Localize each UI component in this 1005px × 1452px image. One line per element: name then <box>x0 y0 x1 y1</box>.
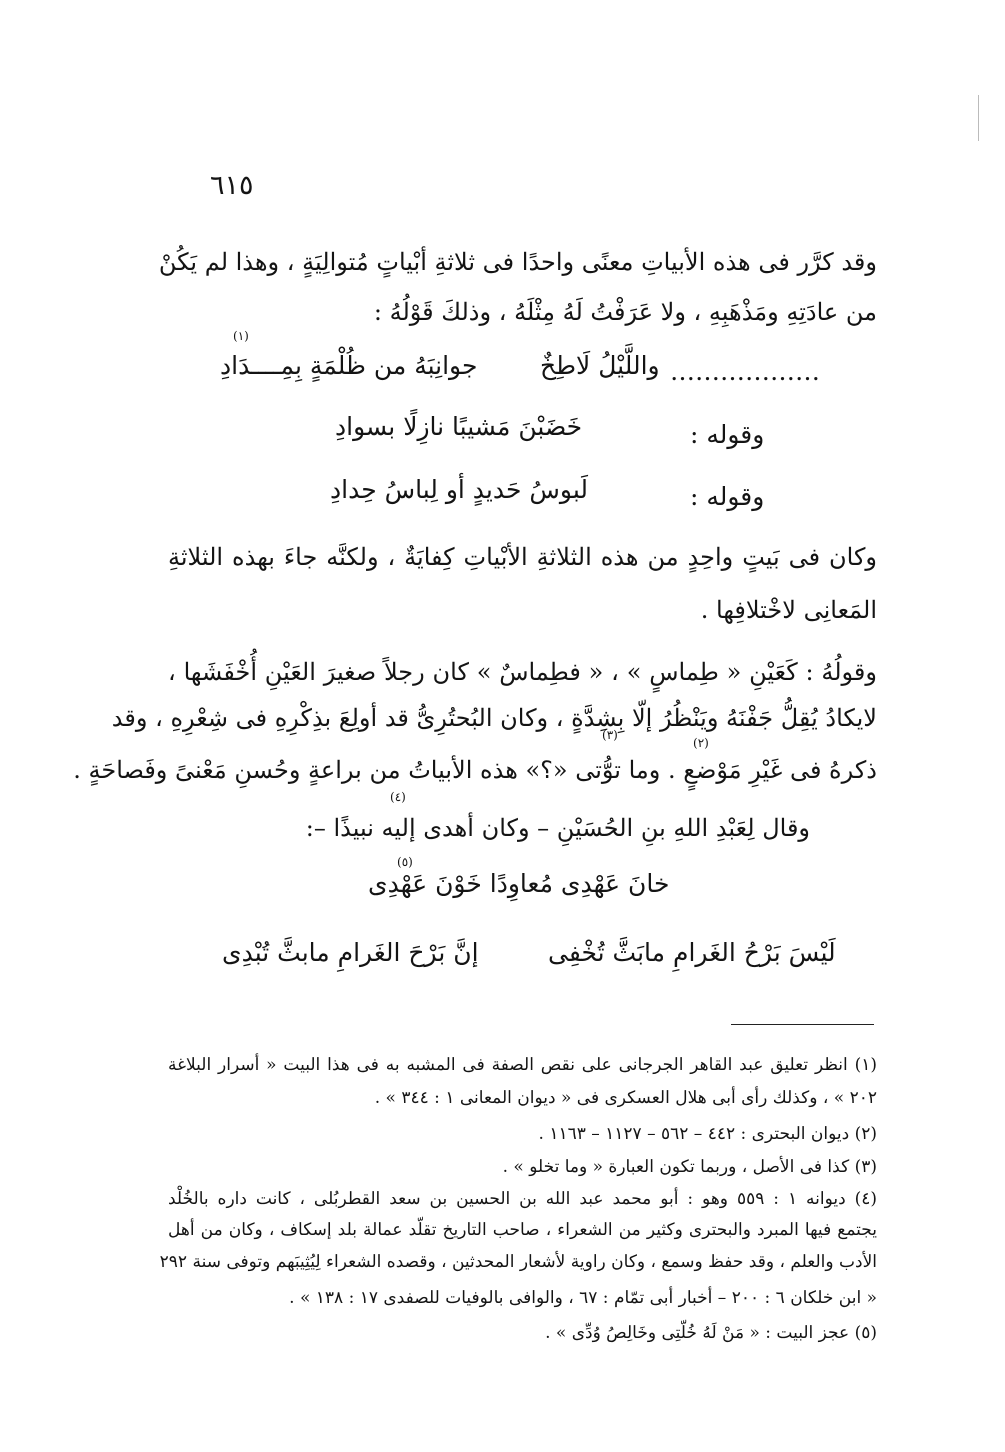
footnote-3: (٣) كذا فى الأصل ، وربما تكون العبارة « وما تخلو » . <box>502 1157 877 1177</box>
verse-2-label: وقوله : <box>690 420 765 449</box>
footnote-separator <box>731 1024 874 1025</box>
paragraph-2-line-1: وكان فى بَيتٍ واحِدٍ من هذه الثلاثةِ الأبْياتِ كِفايَةٌ ، ولكنَّه جاءَ بهذه الثلاثةِ <box>168 543 877 571</box>
verse-1-hemistich-b: جوانِبَهُ من ظُلْمَةٍ بِمِــــدَادِ <box>220 351 478 380</box>
paragraph-1-line-2: من عادَتِهِ ومَذْهَبِهِ ، ولا عَرَفْتُ لَهُ مِثْلَهُ ، وذلكَ قَوْلُهُ : <box>373 298 877 326</box>
verse-4-text: خانَ عَهْدِى مُعاوِدًا خَوْنَ عَهْدِى <box>368 869 670 898</box>
verse-5-hemistich-b: إنَّ بَرْحَ الغَرامِ مابثَّ تُبْدِى <box>222 938 479 967</box>
verse-2-text: خَضَبْنَ مَشيبًا نازِلًا بسوادِ <box>335 412 583 441</box>
footnote-mark-1: (١) <box>233 329 249 343</box>
footnote-2: (٢) ديوان البحترى : ٤٤٢ – ٥٦٢ – ١١٢٧ – ١١٦٣ . <box>538 1124 877 1144</box>
page-number: ٦١٥ <box>210 170 254 201</box>
footnote-mark-3: (٣) <box>602 728 618 742</box>
footnote-1-line-2: ٢٠٢ » ، وكذلك رأى أبى هلال العسكرى فى « ديوان المعانى ١ : ٣٤٤ » . <box>374 1088 877 1108</box>
paragraph-4: وقال لِعَبْدِ اللهِ بنِ الحُسَيْنِ – وكان أهدى إليه نبيذًا –: <box>305 814 810 842</box>
scan-edge-mark <box>978 95 979 141</box>
footnote-mark-2: (٢) <box>693 736 709 750</box>
footnote-4-line-4: « ابن خلكان ٦ : ٢٠٠ – أخبار أبى تمّام : ٦٧ ، والوافى بالوفيات للصفدى ١٧ : ١٣٨ » . <box>289 1288 877 1308</box>
footnote-mark-4: (٤) <box>390 790 406 804</box>
footnote-4-line-1: (٤) ديوانه ١ : ٥٥٩ وهو : أبو محمد عبد الله بن الحسين بن سعد القطربُلى ، كانت داره بالخُلْد <box>168 1189 878 1209</box>
verse-3-text: لَبوسُ حَديدٍ أو لِباسُ حِدادِ <box>330 475 589 504</box>
verse-5-hemistich-a: لَيْسَ بَرْحُ الغَرامِ مابَثَّ تُخْفِى <box>548 938 836 967</box>
verse-1-ellipsis: ……………… <box>670 357 820 386</box>
footnote-4-line-3: الأدب والعلم ، وقد حفظ وسمع ، وكان راوية لأشعار المحدثين ، وقصده الشعراء لِيُثِيبَهم وتوفى سنة ٢٩٢ <box>159 1252 877 1272</box>
footnote-1-line-1: (١) انظر تعليق عبد القاهر الجرجانى على نقص الصفة فى المشبه به فى هذا البيت « أسرار البلاغة <box>168 1055 878 1075</box>
paragraph-3-line-3: ذكرهُ فى غَيْرِ مَوْضعٍ . وما توُّتى «؟» هذه الأبياتُ من براعةٍ وحُسنِ مَعْنىً وفَصاحَةٍ . <box>73 756 877 784</box>
paragraph-2-line-2: المَعانِى لاخْتلافِها . <box>700 596 877 624</box>
footnote-mark-5: (٥) <box>397 855 413 869</box>
paragraph-3-line-2: لايكادُ يُقِلُّ جَفْنَهُ ويَنْظُرُ إلّا بِشِدَّةٍ ، وكان البُحتُرِىُّ قد أولِعَ بذِكْرِهِ فى شِعْرِهِ ، وقد <box>111 704 877 732</box>
paragraph-1-line-1: وقد كرَّر فى هذه الأبياتِ معنًى واحدًا فى ثلاثةِ أبْياتٍ مُتوالِيَةٍ ، وهذا لم يَكُنْ <box>158 248 877 276</box>
verse-3-label: وقوله : <box>690 482 765 511</box>
footnote-4-line-2: يجتمع فيها المبرد والبحترى وكثير من الشعراء ، صاحب التاريخ تقلّد عمالة بلد إسكاف ، وكان من أهل <box>168 1220 877 1240</box>
verse-1-hemistich-a: واللَّيْلُ لَاطِخٌ <box>540 351 660 380</box>
paragraph-3-line-1: وقولُهُ : كَعَيْنِ « طِماسٍ » ، « فطِماسٌ » كان رجلاً صغيرَ العَيْنِ أُخْفَشَها ، <box>168 658 877 686</box>
footnote-5: (٥) عجز البيت : « مَنْ لَهُ خُلّتِى وخَالِصُ وُدِّى » . <box>545 1323 877 1343</box>
